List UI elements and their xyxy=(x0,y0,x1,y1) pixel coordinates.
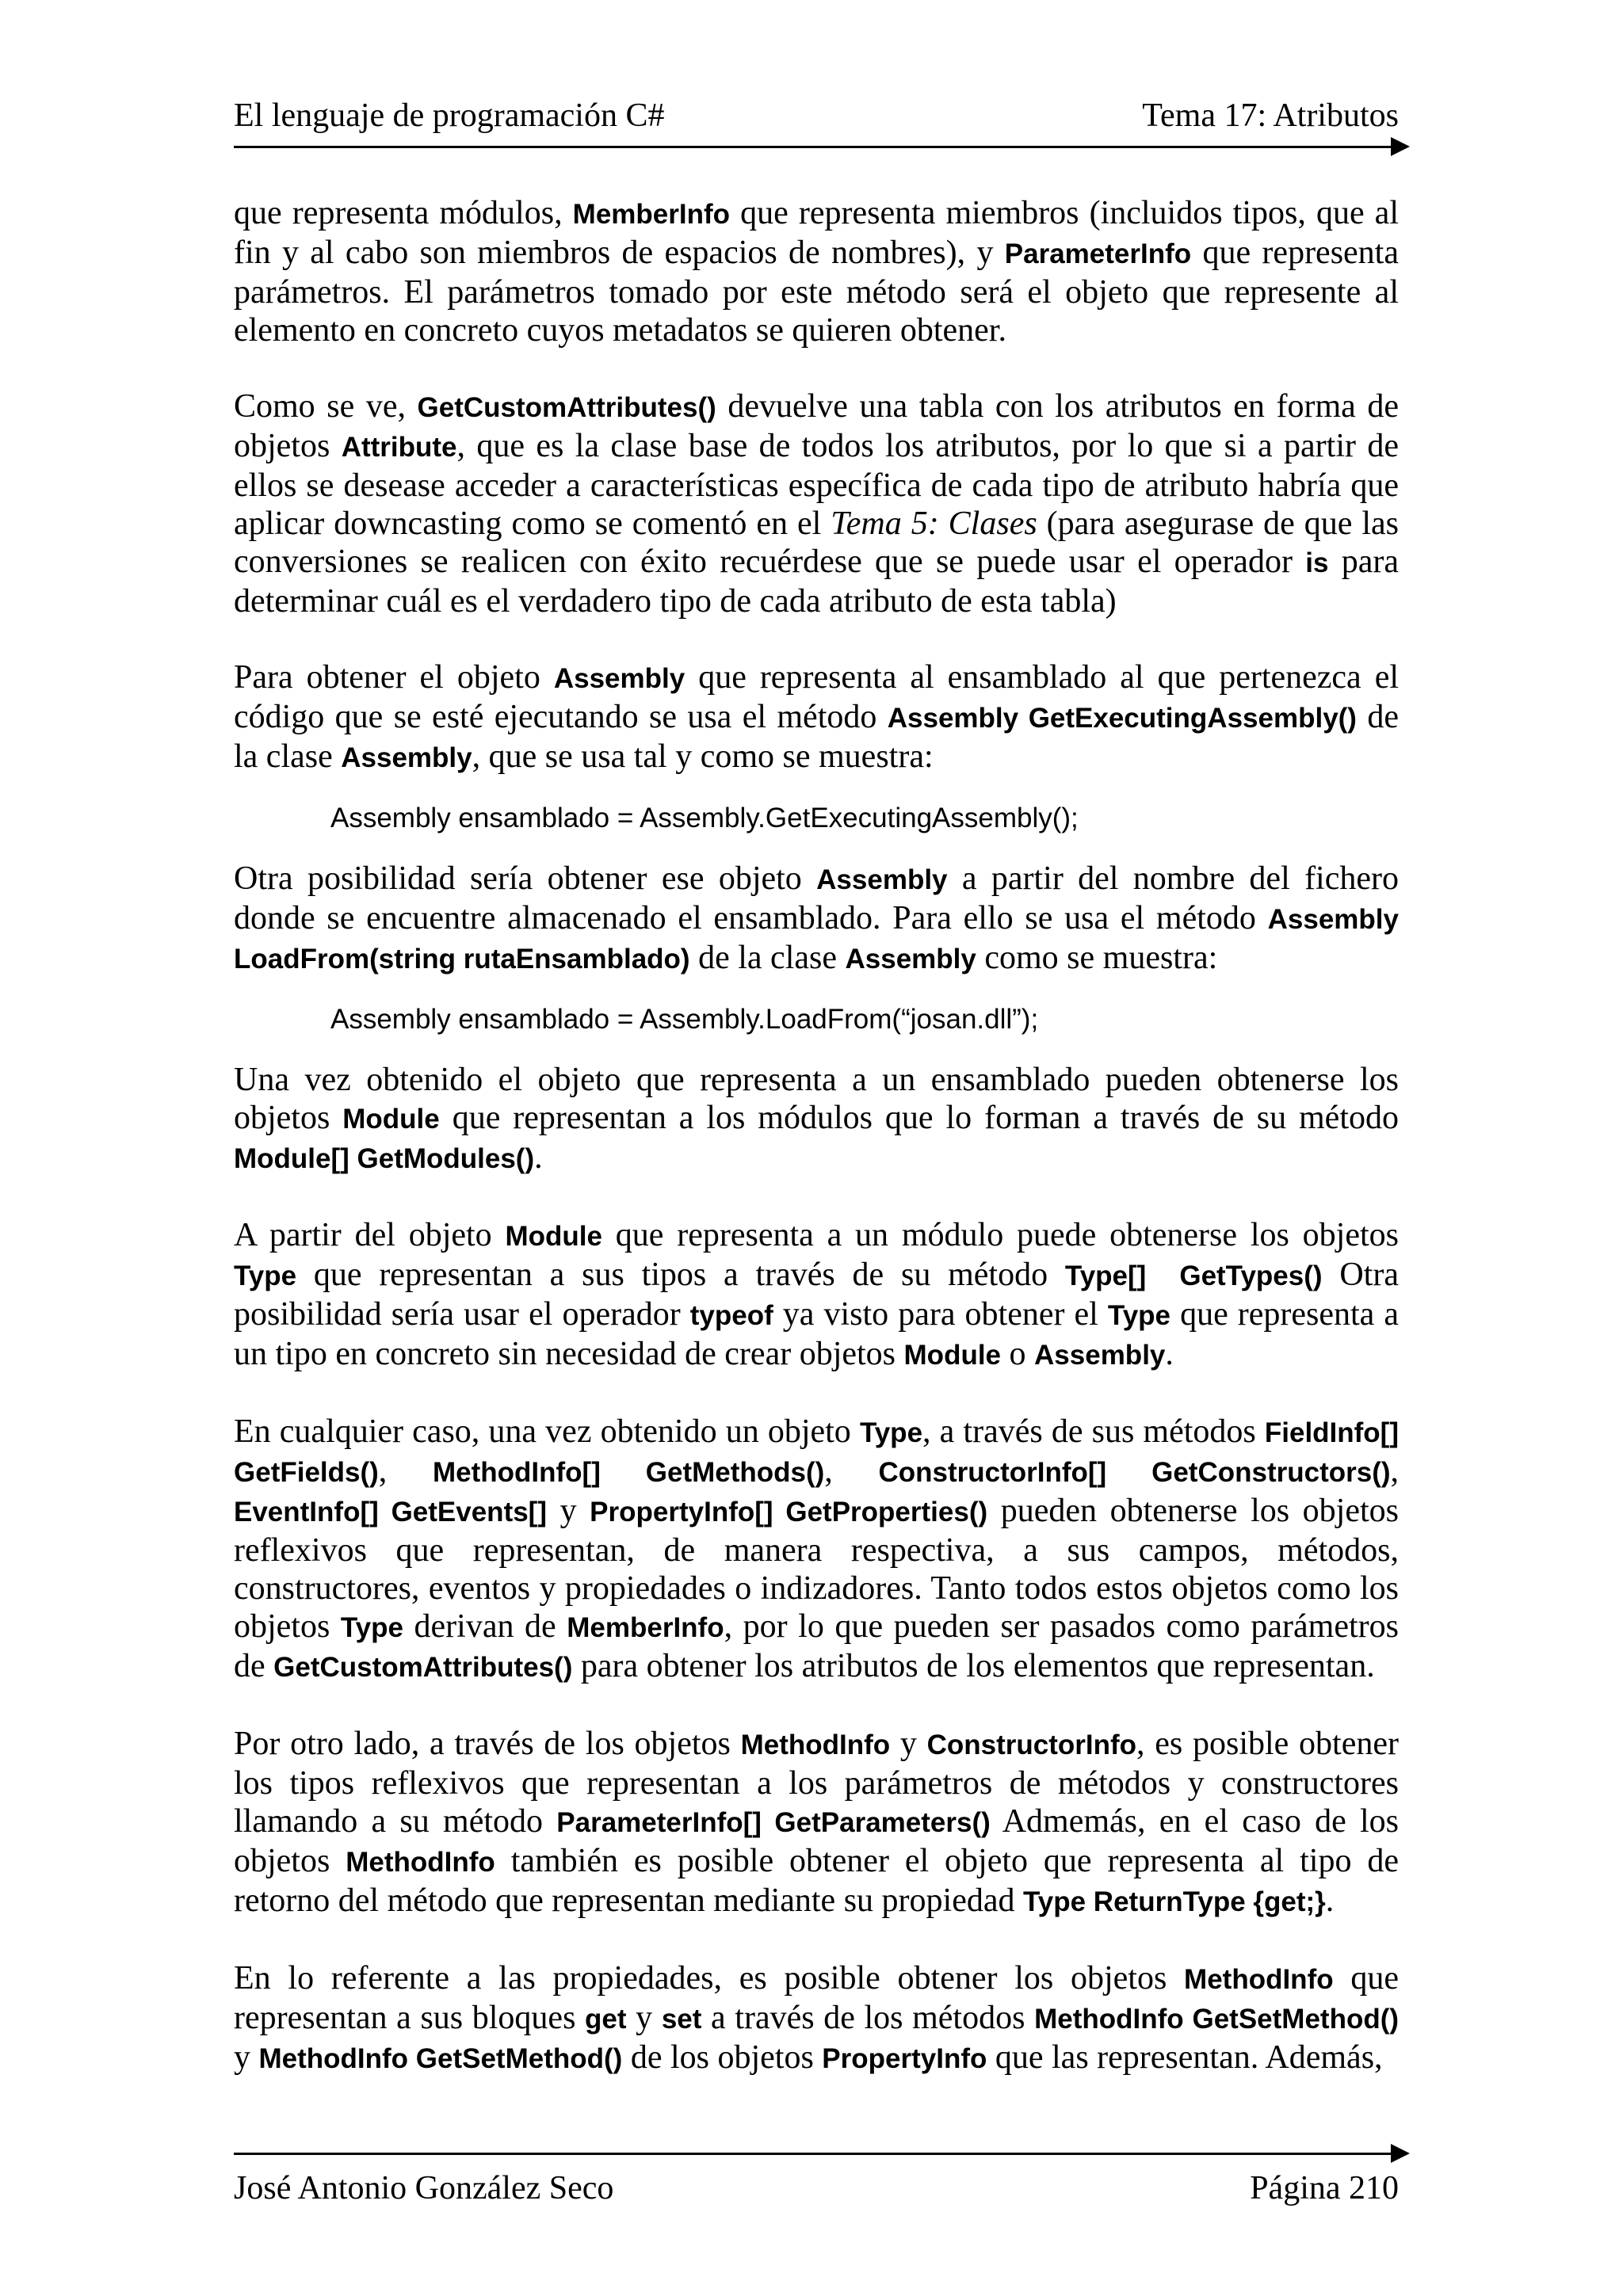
text-run: ya visto para obtener el xyxy=(773,1296,1108,1333)
paragraph-7 xyxy=(234,1413,1399,1687)
code-term: PropertyInfo xyxy=(822,2043,987,2074)
text-run: o xyxy=(1001,1336,1035,1372)
text-run: . xyxy=(1325,1882,1335,1919)
text-run: Una vez obtenido el objeto que representa a un ensamblado pueden obtenerse los objetos xyxy=(234,1062,1399,1136)
page-body xyxy=(234,194,1399,2116)
text-run: , por lo que pueden ser pasados como parámetros de xyxy=(234,1608,1399,1684)
header-book-title: El lenguaje de programación C# xyxy=(234,97,665,134)
code-term: Assembly xyxy=(816,864,948,895)
text-run: como se muestra: xyxy=(976,940,1218,976)
code-term: Type[] GetTypes() xyxy=(1064,1261,1323,1291)
text-run: de los objetos xyxy=(622,2039,823,2076)
text-run: , que es la clase base de todos los atributos, por lo que si a partir de ellos se desease acceder a características específica de cada tipo de atributo habría que aplicar downcasting como se comentó en el xyxy=(234,428,1399,542)
paragraph-3 xyxy=(234,658,1399,777)
text-run: . xyxy=(1165,1336,1174,1372)
code-term: is xyxy=(1305,547,1329,578)
text-run: , a través de sus métodos xyxy=(922,1413,1265,1450)
paragraph-1 xyxy=(234,194,1399,349)
code-term: MethodInfo xyxy=(740,1730,891,1760)
code-term: ParameterInfo[] GetParameters() xyxy=(556,1807,991,1838)
code-term: PropertyInfo[] GetProperties() xyxy=(590,1497,988,1527)
paragraph-9 xyxy=(234,1959,1399,2078)
text-run: que representa a un módulo puede obtenerse los objetos xyxy=(601,1217,1399,1253)
code-term: Module xyxy=(903,1340,1002,1371)
text-run: a través de los métodos xyxy=(701,2000,1035,2036)
text-run: que representa miembros (incluidos tipos, que al fin y al cabo son miembros de espacios de nombres), y xyxy=(234,195,1399,271)
text-run: (para asegurase de que las conversiones se realicen con éxito recuérdese que se puede usar el operador xyxy=(234,505,1400,580)
text-run: Por otro lado, a través de los objetos xyxy=(234,1726,741,1762)
code-term: Attribute xyxy=(341,432,457,463)
code-term: Assembly xyxy=(341,742,472,773)
text-run: Otra posibilidad sería obtener ese objeto xyxy=(234,860,817,897)
code-term: Module xyxy=(342,1104,440,1135)
text-run: pueden obtenerse los objetos reflexivos que representan, de manera respectiva, a sus campos, métodos, constructores, eventos y propiedades o indizadores. Tanto todos estos objetos como los objetos xyxy=(234,1493,1400,1645)
code-term: MemberInfo xyxy=(567,1612,724,1643)
code-term: Assembly LoadFrom(string rutaEnsamblado) xyxy=(234,904,1399,974)
code-term: GetCustomAttributes() xyxy=(273,1652,573,1683)
paragraph-6 xyxy=(234,1216,1399,1375)
page-header xyxy=(234,95,1399,136)
code-term: typeof xyxy=(689,1300,773,1331)
code-term: EventInfo[] GetEvents[] xyxy=(234,1497,547,1527)
code-term: GetCustomAttributes() xyxy=(417,392,716,423)
header-rule-arrow xyxy=(234,146,1392,148)
paragraph-4 xyxy=(234,860,1399,978)
paragraph-8 xyxy=(234,1725,1399,1921)
text-run: que representan a sus tipos a través de su método xyxy=(296,1257,1065,1293)
code-term: set xyxy=(661,2004,702,2035)
page-footer xyxy=(234,2168,1399,2209)
text-run: y xyxy=(547,1493,590,1529)
text-run: que representa módulos, xyxy=(234,195,573,231)
code-term: Type xyxy=(340,1612,403,1643)
text-run: y xyxy=(626,2000,662,2036)
text-run: también es posible obtener el objeto que representa al tipo de retorno del método que representan mediante su propiedad xyxy=(234,1843,1399,1919)
text-run: , xyxy=(378,1453,433,1489)
code-term: Assembly xyxy=(845,944,976,974)
text-run: que representan a sus bloques xyxy=(234,1960,1399,2036)
code-term: Assembly xyxy=(1034,1340,1166,1371)
header-chapter-title: Tema 17: Atributos xyxy=(1142,97,1399,134)
text-run: que representa parámetros. El parámetros tomado por este método será el objeto que represente al elemento en concreto cuyos metadatos se quieren obtener. xyxy=(234,235,1399,349)
code-term: Type ReturnType {get;} xyxy=(1022,1886,1326,1917)
text-run: y xyxy=(890,1726,927,1762)
code-term: MethodInfo GetSetMethod() xyxy=(258,2043,623,2074)
text-run: que representa a un tipo en concreto sin necesidad de crear objetos xyxy=(234,1296,1400,1372)
code-term: Module xyxy=(505,1221,602,1252)
chapter-reference: Tema 5: Clases xyxy=(831,505,1037,542)
paragraph-2 xyxy=(234,387,1399,620)
code-term: Module[] GetModules() xyxy=(234,1143,535,1174)
text-run: para obtener los atributos de los elementos que representan. xyxy=(572,1648,1375,1684)
code-term: MethodInfo xyxy=(1184,1964,1334,1995)
code-term: get xyxy=(585,2004,627,2035)
code-term: ParameterInfo xyxy=(1004,238,1192,269)
text-run: . xyxy=(534,1139,543,1176)
text-run: devuelve una tabla con los atributos en forma de objetos xyxy=(234,388,1400,464)
code-term: ConstructorInfo xyxy=(926,1730,1137,1760)
text-run: que las representan. Además, xyxy=(987,2039,1383,2076)
code-term: Type xyxy=(859,1417,923,1448)
code-term: MemberInfo xyxy=(572,199,731,230)
code-term: Type xyxy=(1107,1300,1171,1331)
text-run: , es posible obtener los tipos reflexivos que representan a los parámetros de métodos y constructores llamando a su método xyxy=(234,1726,1399,1840)
text-run: En cualquier caso, una vez obtenido un objeto xyxy=(234,1413,860,1450)
text-run: , xyxy=(1390,1453,1400,1489)
footer-page-number: Página 210 xyxy=(1250,2170,1399,2206)
text-run: Como se ve, xyxy=(234,388,418,425)
code-term: MethodInfo[] GetMethods() xyxy=(432,1457,825,1488)
text-run: de la clase xyxy=(689,940,846,976)
code-term: Assembly GetExecutingAssembly() xyxy=(887,703,1357,734)
text-run: , que se usa tal y como se muestra: xyxy=(472,738,934,775)
code-term: MethodInfo GetSetMethod() xyxy=(1034,2004,1400,2035)
code-term: FieldInfo[] GetFields() xyxy=(234,1417,1399,1488)
code-term: ConstructorInfo[] GetConstructors() xyxy=(878,1457,1391,1488)
text-run: Otra posibilidad sería usar el operador xyxy=(234,1257,1399,1333)
text-run: para determinar cuál es el verdadero tipo de cada atributo de esta tabla) xyxy=(234,543,1399,620)
text-run: que representa al ensamblado al que pertenezca el código que se esté ejecutando se usa el método xyxy=(234,659,1399,735)
text-run: derivan de xyxy=(403,1608,567,1645)
text-run: y xyxy=(234,2039,259,2076)
code-term: Assembly xyxy=(553,663,685,694)
code-term: Type xyxy=(234,1261,297,1291)
text-run: En lo referente a las propiedades, es posible obtener los objetos xyxy=(234,1960,1185,1997)
text-run: A partir del objeto xyxy=(234,1217,506,1253)
text-run: Admemás, en el caso de los objetos xyxy=(234,1803,1399,1879)
code-example-2: Assembly ensamblado = Assembly.LoadFrom(“josan.dll”); xyxy=(330,1004,1039,1035)
footer-rule-arrow xyxy=(234,2153,1392,2155)
code-example-1: Assembly ensamblado = Assembly.GetExecutingAssembly(); xyxy=(330,803,1079,833)
paragraph-5 xyxy=(234,1061,1399,1178)
text-run: Para obtener el objeto xyxy=(234,659,554,696)
code-term: MethodInfo xyxy=(346,1847,495,1878)
text-run: de la clase xyxy=(234,699,1399,775)
text-run: a partir del nombre del fichero donde se encuentre almacenado el ensamblado. Para ello se usa el método xyxy=(234,860,1399,936)
text-run: que representan a los módulos que lo forman a través de su método xyxy=(439,1100,1399,1136)
text-run: , xyxy=(824,1453,879,1489)
footer-author: José Antonio González Seco xyxy=(234,2170,614,2206)
